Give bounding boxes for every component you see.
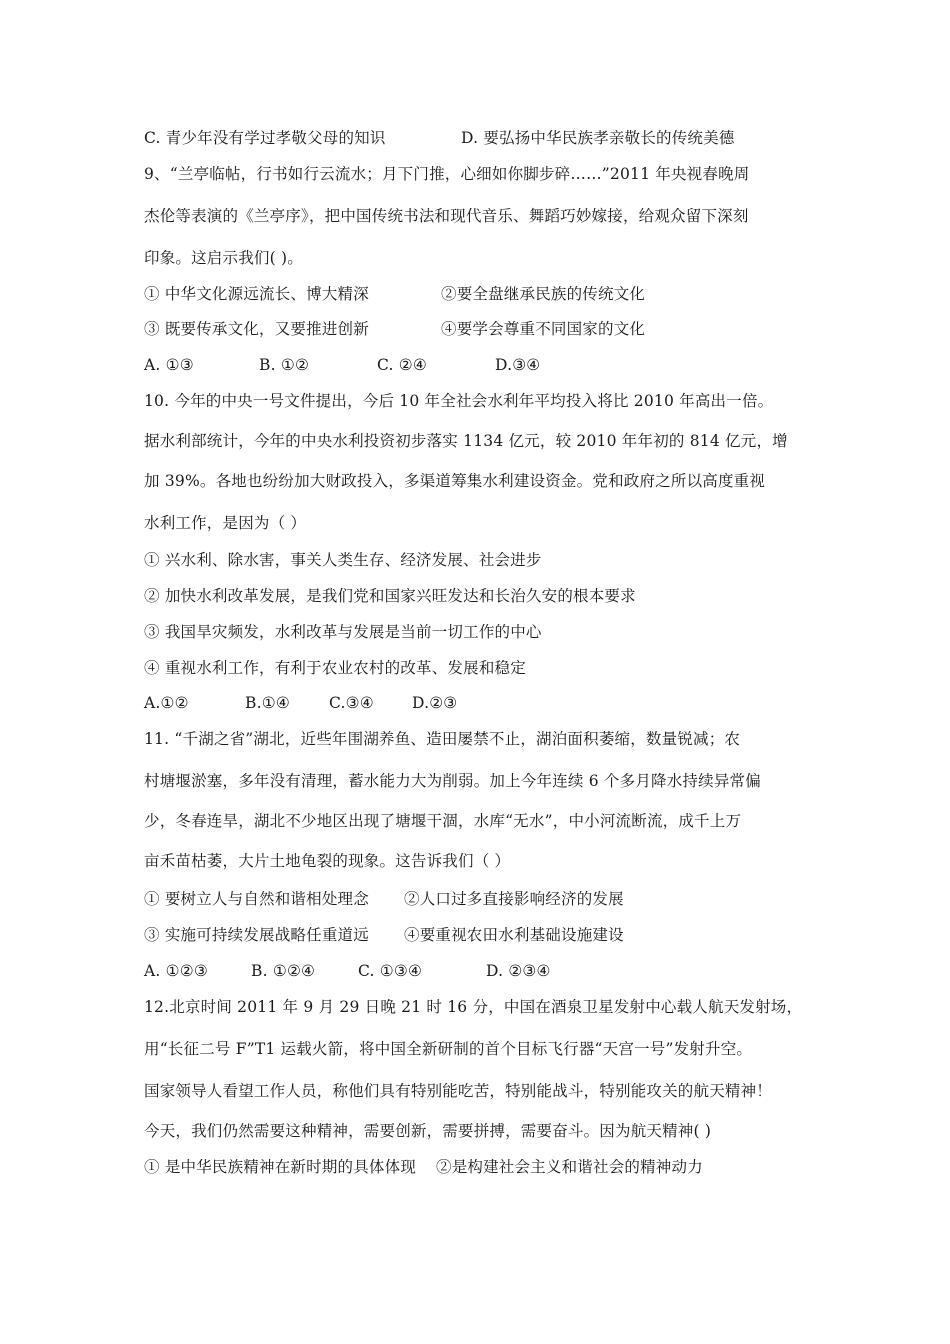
- q9-option-b: B. ①②: [259, 356, 310, 374]
- q10-stem-line1: 10. 今年的中央一号文件提出，今后 10 年全社会水利年平均投入将比 2010 年高出一倍。: [144, 392, 774, 410]
- q9-option-a: A. ①③: [144, 356, 194, 374]
- q9-stem-line3: 印象。这启示我们( )。: [144, 249, 303, 267]
- q11-stem-line1: 11. “千湖之省”湖北，近些年围湖养鱼、造田屡禁不止，湖泊面积萎缩，数量锐减；农: [144, 730, 741, 748]
- q12-stem-line2: 用“长征二号 F”T1 运载火箭，将中国全新研制的首个目标飞行器“天宫一号”发射升空。: [144, 1040, 753, 1058]
- q11-item-2: ②人口过多直接影响经济的发展: [404, 890, 624, 908]
- q10-option-d: D.②③: [412, 694, 458, 712]
- q10-option-b: B.①④: [245, 694, 290, 712]
- q10-option-a: A.①②: [144, 694, 189, 712]
- q11-option-c: C. ①③④: [358, 962, 423, 980]
- q11-stem-line3: 少，冬春连旱，湖北不少地区出现了塘堰干涸，水库“无水”，中小河流断流，成千上万: [144, 812, 742, 830]
- q12-stem-line4: 今天，我们仍然需要这种精神，需要创新，需要拼搏，需要奋斗。因为航天精神( ): [144, 1122, 712, 1140]
- q11-stem-line2: 村塘堰淤塞，多年没有清理，蓄水能力大为削弱。加上今年连续 6 个多月降水持续异常偏: [144, 772, 761, 790]
- q10-stem-line4: 水利工作，是因为（ ）: [144, 514, 307, 532]
- q9-item-4: ④要学会尊重不同国家的文化: [441, 320, 646, 338]
- q11-item-1: ① 要树立人与自然和谐相处理念: [144, 890, 369, 908]
- q10-item-4: ④ 重视水利工作，有利于农业农村的改革、发展和稳定: [144, 659, 526, 677]
- q9-stem-line1: 9、“兰亭临帖，行书如行云流水；月下门推，心细如你脚步碎……”2011 年央视春晚周: [144, 165, 750, 183]
- q11-option-a: A. ①②③: [144, 962, 208, 980]
- q10-item-3: ③ 我国旱灾频发，水利改革与发展是当前一切工作的中心: [144, 623, 542, 641]
- q8-option-d: D. 要弘扬中华民族孝亲敬长的传统美德: [461, 129, 735, 147]
- q8-option-c: C. 青少年没有学过孝敬父母的知识: [144, 129, 386, 147]
- q12-stem-line3: 国家领导人看望工作人员，称他们具有特别能吃苦，特别能战斗，特别能攻关的航天精神！: [144, 1082, 773, 1100]
- q9-item-1: ① 中华文化源远流长、博大精深: [144, 285, 369, 303]
- q12-item-2: ②是构建社会主义和谐社会的精神动力: [436, 1158, 703, 1176]
- q10-item-2: ② 加快水利改革发展，是我们党和国家兴旺发达和长治久安的根本要求: [144, 587, 636, 605]
- q11-stem-line4: 亩禾苗枯萎，大片土地龟裂的现象。这告诉我们（ ）: [144, 852, 511, 870]
- q10-option-c: C.③④: [329, 694, 374, 712]
- q9-option-d: D.③④: [495, 356, 541, 374]
- q11-option-b: B. ①②④: [251, 962, 316, 980]
- q10-stem-line3: 加 39%。各地也纷纷加大财政投入，多渠道筹集水利建设资金。党和政府之所以高度重视: [144, 472, 766, 490]
- q12-stem-line1: 12.北京时间 2011 年 9 月 29 日晚 21 时 16 分，中国在酒泉卫星发射中心载人航天发射场，: [144, 998, 803, 1016]
- q12-item-1: ① 是中华民族精神在新时期的具体体现: [144, 1158, 417, 1176]
- q9-stem-line2: 杰伦等表演的《兰亭序》，把中国传统书法和现代音乐、舞蹈巧妙嫁接，给观众留下深刻: [144, 207, 749, 225]
- q11-item-4: ④要重视农田水利基础设施建设: [404, 926, 624, 944]
- q9-item-2: ②要全盘继承民族的传统文化: [441, 285, 646, 303]
- q9-option-c: C. ②④: [377, 356, 427, 374]
- q9-item-3: ③ 既要传承文化，又要推进创新: [144, 320, 369, 338]
- q10-item-1: ① 兴水利、除水害，事关人类生存、经济发展、社会进步: [144, 551, 542, 569]
- q10-stem-line2: 据水利部统计，今年的中央水利投资初步落实 1134 亿元，较 2010 年年初的 814 亿元，增: [144, 432, 788, 450]
- q11-option-d: D. ②③④: [486, 962, 551, 980]
- q11-item-3: ③ 实施可持续发展战略任重道远: [144, 926, 369, 944]
